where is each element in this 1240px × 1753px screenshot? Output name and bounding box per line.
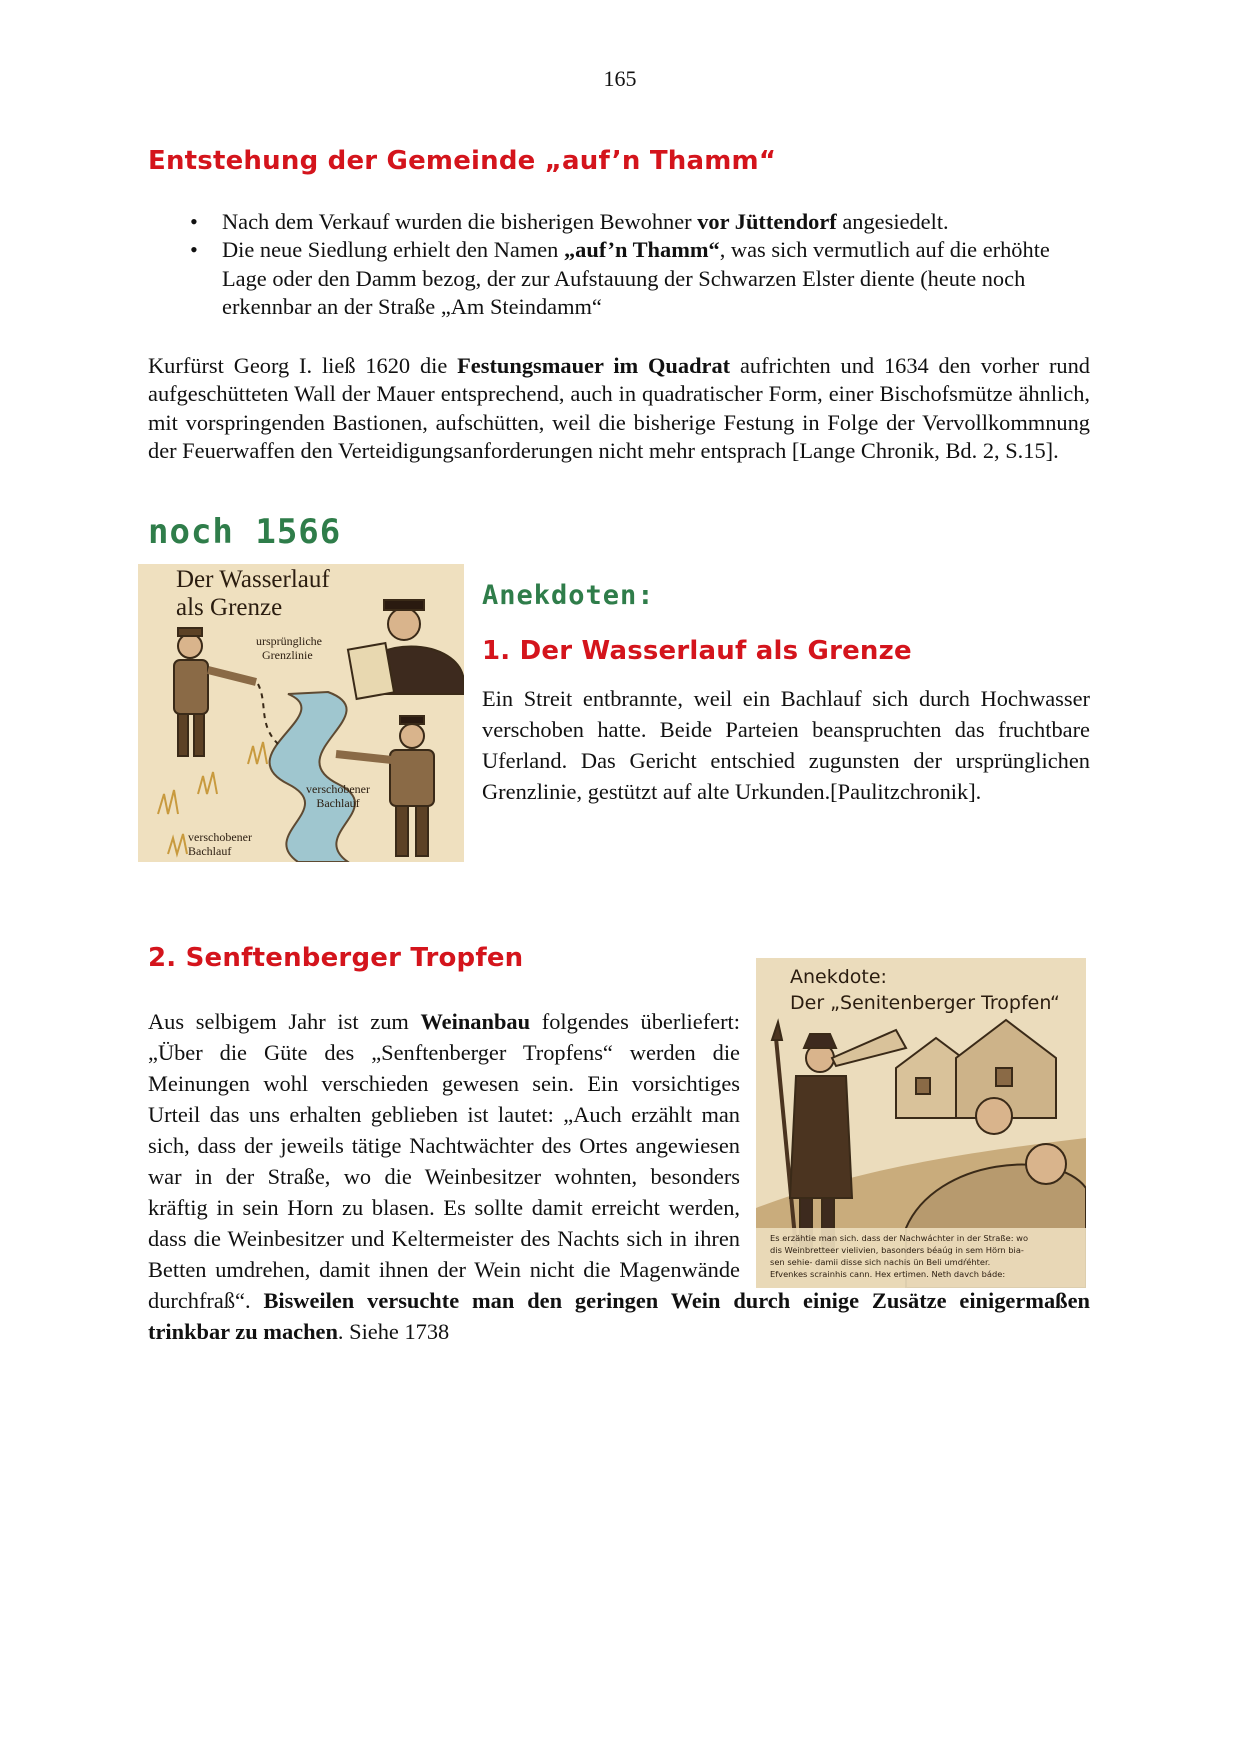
paragraph-bold-text: Bisweilen versuchte man den geringen Wein durch einige Zusätze einigermaßen trinkbar zu machen: [148, 1288, 1090, 1344]
bullet-item: [190, 236, 1096, 321]
label-text: verschobener: [306, 782, 370, 796]
anecdote1-heading: 1. Der Wasserlauf als Grenze: [482, 636, 912, 666]
label-shifted-stream-b: [188, 830, 252, 858]
paragraph-bold-text: Weinanbau: [420, 1009, 531, 1034]
illustration-title-line: als Grenze: [176, 594, 283, 621]
bullet-list: [190, 208, 1096, 322]
anecdotes-label: Anekdoten:: [482, 580, 655, 611]
anecdote2-heading: 2. Senftenberger Tropfen: [148, 943, 524, 973]
illustration-title-line: Der „Senitenberger Tropfen“: [790, 992, 1060, 1014]
page-number: 165: [603, 66, 637, 91]
label-text: Bachlauf: [188, 844, 232, 858]
paragraph-bold-text: Festungsmauer im Quadrat: [457, 353, 731, 378]
paragraph-text: Kurfürst Georg I. ließ 1620 die: [148, 353, 458, 378]
bullet-dot: •: [190, 237, 198, 263]
paragraph-kurfuerst: [148, 352, 1090, 466]
label-text: verschobener: [188, 830, 252, 844]
paragraph-text: folgendes überliefert: „Über die Güte des „Senftenberger Tropfens“ werden die Meinungen wohl verschieden gewesen sein. Ein vorsichtiges Urteil das uns erhalten geblieben ist lautet: „Auch erzählt man sich, dass der jeweils tätige Nachtwächter des Ortes angewiesen war in der Straße, wo die Weinbesitzer wohnten, besonders kräftig in sein Horn zu blasen. Es sollte damit erreicht werden, dass die Weinbesitzer und Keltermeister des Nachts sich in ihren Betten umdrehen, damit ihnen der Wein nicht die Magenwände durchfraß“.: [148, 1009, 740, 1313]
caption-line: Efvenkes scrainhis cann. Hex ertimen. Neth davch báde:: [770, 1269, 1006, 1279]
anecdote1-text: Ein Streit entbrannte, weil ein Bachlauf sich durch Hochwasser verschoben hatte. Beide Parteien beanspruchten das fruchtbare Uferland. Das Gericht entschied zugunsten der ursprünglichen Grenzlinie, gestützt auf alte Urkunden.[Paulitzchronik].: [482, 686, 1090, 804]
caption-line: Es erzähtie man sich. dass der Nachwáchter in der Straße: wo: [770, 1233, 1029, 1243]
bullet-bold-text: „auf’n Thamm“: [563, 237, 720, 263]
bullet-text: angesiedelt.: [836, 209, 949, 234]
paragraph-text: . Siehe 1738: [337, 1319, 450, 1344]
bullet-text: , was sich vermutlich auf die erhöhte Lage oder den Damm bezog, der zur Aufstauung der Schwarzen Elster diente (heute noch erkennbar an der Straße „Am Steindamm“: [222, 237, 1050, 320]
label-text: Bachlauf: [316, 796, 360, 810]
anecdote2-text: [148, 1006, 1090, 1347]
label-text: Grenzlinie: [262, 648, 313, 662]
section-heading-thamm: Entstehung der Gemeinde „auf’n Thamm“: [148, 146, 777, 176]
bullet-bold-text: vor Jüttendorf: [697, 209, 837, 234]
bullet-text: Nach dem Verkauf wurden die bisherigen Bewohner: [222, 209, 698, 234]
illustration-title-line: Anekdote:: [790, 966, 887, 988]
bullet-text: Die neue Siedlung erhielt den Namen: [222, 237, 564, 263]
bullet-item: [190, 208, 1096, 236]
float-spacer: [740, 1006, 1090, 1276]
illustration-wasserlauf: [138, 564, 464, 862]
caption-line: dis Weinbretteer vielivien, basonders béaúg in sem Hörn bia-: [770, 1245, 1024, 1255]
paragraph-text: Aus selbigem Jahr ist zum: [148, 1009, 421, 1034]
year-heading: noch 1566: [148, 512, 342, 552]
caption-line: sen sehie- damii disse sich nachis ün Beli umdŕéhter.: [770, 1257, 991, 1267]
label-text: ursprüngliche: [256, 634, 322, 648]
label-shifted-stream-a: [306, 782, 370, 810]
bullet-dot: •: [190, 209, 198, 234]
label-original-line: [256, 634, 322, 662]
illustration-title: [176, 566, 330, 622]
paragraph-text: aufrichten und 1634 den vorher rund aufgeschütteten Wall der Mauer entsprechend, auch in quadratischer Form, einer Bischofsmütze ähnlich, mit vorspringenden Bastionen, aufschütten, weil die bisherige Festung in Folge der Vervollkommnung der Feuerwaffen den Verteidigungsanforderungen nicht mehr entsprach [Lange Chronik, Bd. 2, S.15].: [148, 353, 1090, 464]
illustration-title-line: Der Wasserlauf: [176, 566, 330, 593]
